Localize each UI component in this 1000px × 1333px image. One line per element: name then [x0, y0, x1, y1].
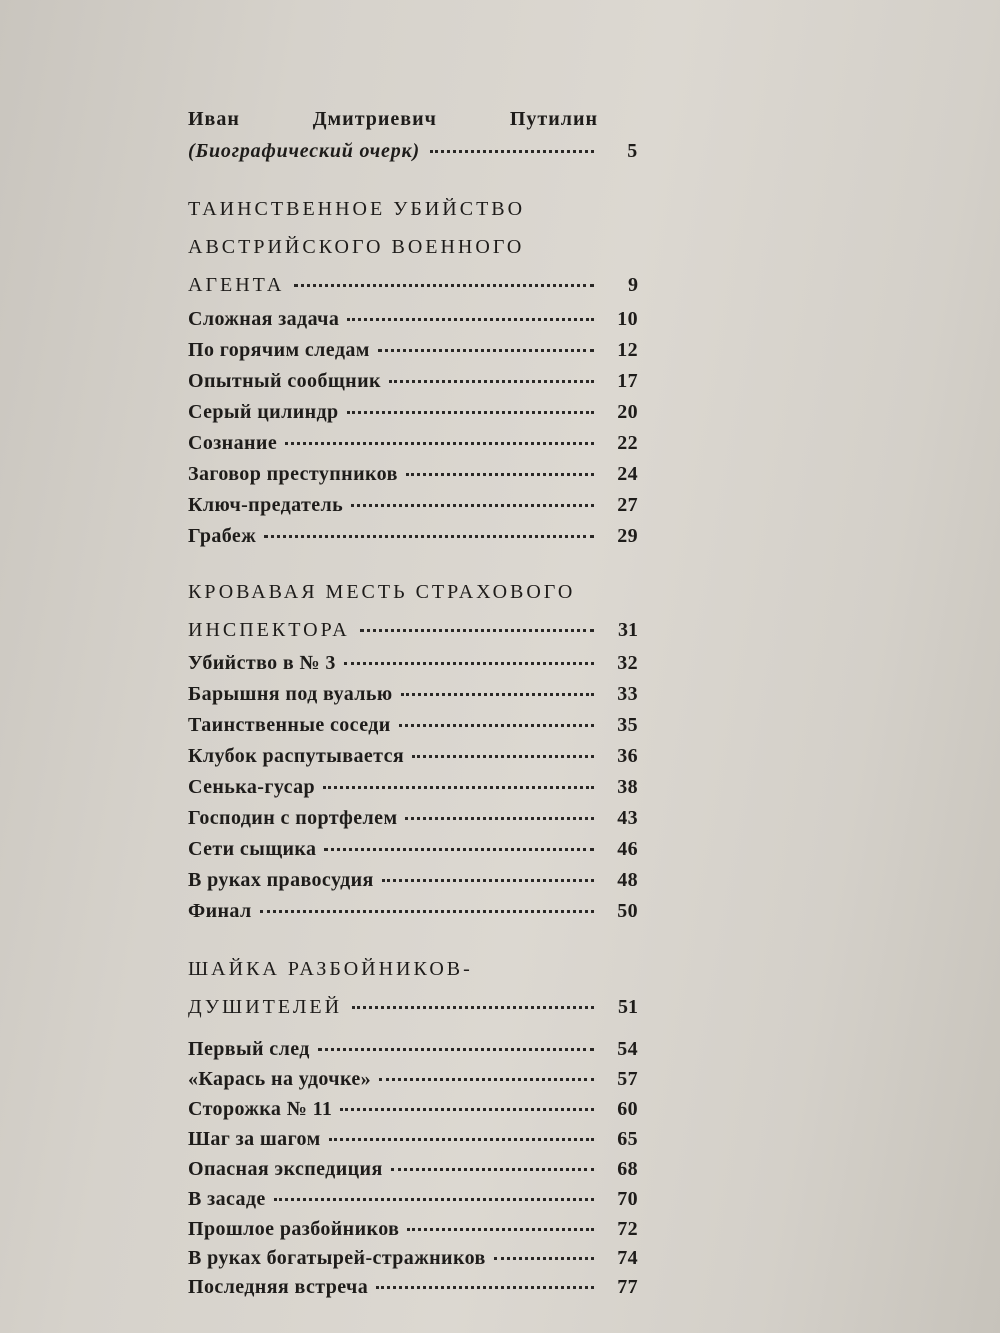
dot-leader — [405, 817, 594, 820]
toc-entry — [188, 525, 638, 555]
chapter-page-number: 22 — [617, 432, 638, 454]
chapter-title: В засаде — [188, 1188, 266, 1210]
chapter-page-number: 17 — [617, 370, 638, 392]
chapter-title: Господин с портфелем — [188, 807, 398, 829]
chapter-page-number: 74 — [617, 1247, 638, 1269]
bio-page-number: 5 — [627, 140, 638, 162]
bio-subtitle-entry — [188, 140, 638, 163]
dot-leader — [323, 786, 594, 789]
dot-leader — [412, 755, 594, 758]
chapter-title: Сети сыщика — [188, 838, 317, 860]
toc-entry — [188, 370, 638, 400]
toc-entry — [188, 900, 638, 930]
dot-leader — [324, 848, 594, 851]
dot-leader — [389, 380, 594, 383]
chapter-page-number: 32 — [617, 652, 638, 674]
chapter-page-number: 24 — [617, 463, 638, 485]
toc-entry — [188, 339, 638, 369]
toc-entry — [188, 807, 638, 837]
chapter-title: Серый цилиндр — [188, 401, 339, 423]
chapter-page-number: 36 — [617, 745, 638, 767]
dot-leader — [318, 1048, 594, 1051]
bio-subtitle: (Биографический очерк) — [188, 140, 420, 162]
chapter-title: Опасная экспедиция — [188, 1158, 383, 1180]
toc-entry — [188, 1276, 638, 1306]
toc-entry — [188, 1068, 638, 1098]
dot-leader — [379, 1078, 594, 1081]
chapter-page-number: 12 — [617, 339, 638, 361]
toc-entry — [188, 1218, 638, 1248]
chapter-page-number: 57 — [617, 1068, 638, 1090]
chapter-page-number: 68 — [617, 1158, 638, 1180]
chapter-page-number: 46 — [617, 838, 638, 860]
toc-entry — [188, 1038, 638, 1068]
section-heading-line: КРОВАВАЯ МЕСТЬ СТРАХОВОГО — [188, 581, 576, 603]
chapter-title: По горячим следам — [188, 339, 370, 361]
toc-entry — [188, 1128, 638, 1158]
chapter-page-number: 29 — [617, 525, 638, 547]
dot-leader — [407, 1228, 594, 1231]
dot-leader — [378, 349, 594, 352]
chapter-page-number: 27 — [617, 494, 638, 516]
section-heading-line: АВСТРИЙСКОГО ВОЕННОГО — [188, 236, 525, 258]
chapter-page-number: 43 — [617, 807, 638, 829]
chapter-title: Сложная задача — [188, 308, 340, 330]
chapter-title: Опытный сообщник — [188, 370, 381, 392]
dot-leader — [294, 284, 594, 287]
chapter-page-number: 70 — [617, 1188, 638, 1210]
toc-entry — [188, 401, 638, 431]
dot-leader — [494, 1257, 594, 1260]
chapter-title: Клубок распутывается — [188, 745, 405, 767]
bio-name-first: Иван — [188, 108, 240, 130]
toc-entry — [188, 1188, 638, 1218]
chapter-title: Заговор преступников — [188, 463, 398, 485]
chapter-title: В руках богатырей-стражников — [188, 1247, 486, 1269]
section-heading — [188, 573, 638, 649]
dot-leader — [376, 1286, 594, 1289]
toc-entry — [188, 776, 638, 806]
chapter-title: Финал — [188, 900, 252, 922]
chapter-page-number: 60 — [617, 1098, 638, 1120]
bio-name-middle: Дмитриевич — [312, 108, 437, 130]
chapter-title: Сторожка № 11 — [188, 1098, 333, 1120]
toc-entry — [188, 1098, 638, 1128]
chapter-page-number: 33 — [617, 683, 638, 705]
chapter-title: Таинственные соседи — [188, 714, 391, 736]
chapter-page-number: 35 — [617, 714, 638, 736]
section-page-number: 51 — [618, 996, 638, 1018]
chapter-page-number: 54 — [617, 1038, 638, 1060]
chapter-page-number: 10 — [617, 308, 638, 330]
toc-entry — [188, 494, 638, 524]
toc-entry — [188, 432, 638, 462]
section-page-number: 9 — [628, 274, 638, 296]
toc-entry — [188, 308, 638, 338]
section-heading-line: АГЕНТА — [188, 274, 285, 296]
section-heading-final — [188, 611, 638, 649]
dot-leader — [360, 629, 594, 632]
toc-entry — [188, 869, 638, 899]
dot-leader — [401, 693, 594, 696]
dot-leader — [430, 150, 594, 153]
dot-leader — [264, 535, 594, 538]
chapter-page-number: 65 — [617, 1128, 638, 1150]
dot-leader — [285, 442, 594, 445]
chapter-title: Первый след — [188, 1038, 310, 1060]
chapter-page-number: 38 — [617, 776, 638, 798]
chapter-title: Шаг за шагом — [188, 1128, 321, 1150]
chapter-page-number: 77 — [617, 1276, 638, 1298]
section-heading-line: ТАИНСТВЕННОЕ УБИЙСТВО — [188, 198, 526, 220]
dot-leader — [382, 879, 594, 882]
toc-entry — [188, 1247, 638, 1277]
toc-entry — [188, 714, 638, 744]
dot-leader — [347, 318, 594, 321]
dot-leader — [351, 504, 594, 507]
chapter-title: Ключ-предатель — [188, 494, 344, 516]
dot-leader — [352, 1006, 594, 1009]
chapter-page-number: 48 — [617, 869, 638, 891]
toc-entry — [188, 838, 638, 868]
chapter-title: Сенька-гусар — [188, 776, 316, 798]
toc-entry — [188, 652, 638, 682]
chapter-title: Барышня под вуалью — [188, 683, 393, 705]
chapter-title: Последняя встреча — [188, 1276, 369, 1298]
chapter-title: «Карась на удочке» — [188, 1068, 372, 1090]
chapter-title: В руках правосудия — [188, 869, 374, 891]
chapter-page-number: 72 — [617, 1218, 638, 1240]
chapter-title: Грабеж — [188, 525, 257, 547]
section-heading — [188, 190, 638, 304]
chapter-page-number: 20 — [617, 401, 638, 423]
dot-leader — [399, 724, 594, 727]
toc-entry — [188, 745, 638, 775]
section-heading-line: ДУШИТЕЛЕЙ — [188, 996, 343, 1018]
chapter-page-number: 50 — [617, 900, 638, 922]
dot-leader — [344, 662, 594, 665]
dot-leader — [329, 1138, 594, 1141]
section-heading-final — [188, 266, 638, 304]
dot-leader — [391, 1168, 594, 1171]
toc-entry — [188, 683, 638, 713]
section-page-number: 31 — [618, 619, 638, 641]
chapter-title: Прошлое разбойников — [188, 1218, 400, 1240]
dot-leader — [347, 411, 594, 414]
toc-entry — [188, 463, 638, 493]
dot-leader — [260, 910, 594, 913]
section-heading-line: ИНСПЕКТОРА — [188, 619, 350, 641]
chapter-title: Сознание — [188, 432, 278, 454]
bio-name-last: Путилин — [509, 108, 598, 130]
dot-leader — [340, 1108, 594, 1111]
toc-entry — [188, 1158, 638, 1188]
bio-author-name — [188, 108, 598, 131]
dot-leader — [406, 473, 594, 476]
section-heading-final — [188, 988, 638, 1026]
dot-leader — [274, 1198, 594, 1201]
section-heading-line: ШАЙКА РАЗБОЙНИКОВ- — [188, 958, 473, 980]
chapter-title: Убийство в № 3 — [188, 652, 336, 674]
section-heading — [188, 950, 638, 1026]
